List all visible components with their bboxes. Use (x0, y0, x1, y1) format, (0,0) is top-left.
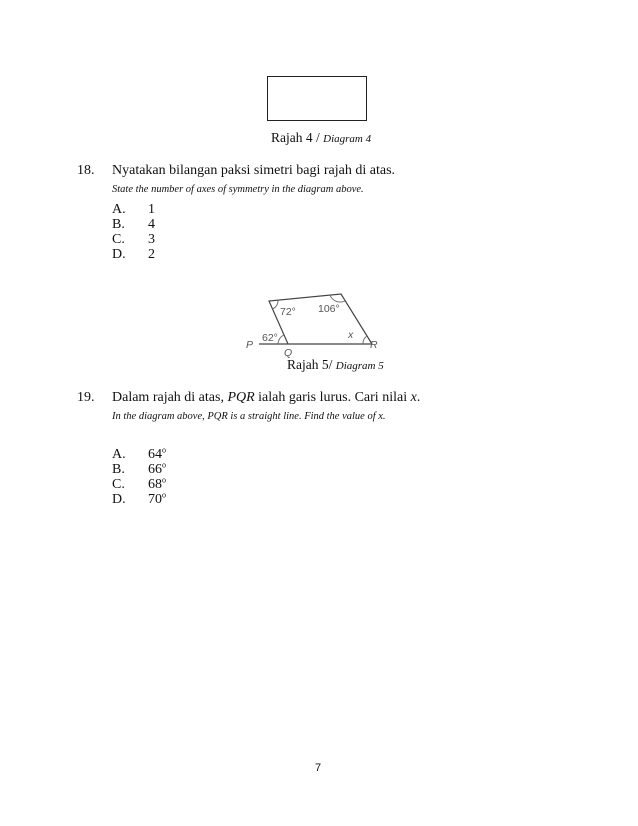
diagram-5-caption-ms: Rajah 5/ (287, 357, 333, 372)
diagram-4-caption (271, 130, 371, 146)
option-letter: D. (112, 492, 126, 507)
question-18-text-en: State the number of axes of symmetry in the diagram above. (112, 184, 364, 195)
option-letter: D. (112, 247, 126, 262)
option-letter: B. (112, 217, 125, 232)
question-19-pqr: PQR (227, 390, 255, 405)
option-number: 64 (148, 447, 162, 462)
option-value (148, 492, 166, 508)
option-letter: A. (112, 447, 126, 462)
question-19-number: 19. (77, 390, 95, 405)
question-19-options (112, 447, 212, 507)
question-19-text-part: ialah garis lurus. Cari nilai (254, 390, 411, 405)
option-value: 3 (148, 232, 155, 247)
page-number: 7 (315, 762, 322, 774)
option-d[interactable] (112, 247, 212, 262)
option-b[interactable] (112, 217, 212, 232)
option-number: 66 (148, 462, 162, 477)
diagram-5-caption (287, 357, 384, 373)
angle-label-62: 62° (262, 332, 278, 344)
degree-symbol: o (162, 445, 166, 455)
degree-symbol: o (162, 490, 166, 500)
option-number: 70 (148, 492, 162, 507)
degree-symbol: o (162, 460, 166, 470)
quadrilateral-outline (269, 294, 372, 344)
question-19-text-en: In the diagram above, PQR is a straight line. Find the value of x. (112, 411, 386, 422)
option-d[interactable] (112, 492, 212, 507)
angle-arc-62 (278, 335, 284, 344)
point-label-q: Q (284, 347, 293, 359)
point-label-p: P (246, 339, 254, 351)
question-19-text-part: Dalam rajah di atas, (112, 390, 228, 405)
question-18-options (112, 202, 212, 262)
option-letter: C. (112, 477, 125, 492)
diagram-4-caption-ms: Rajah 4 / (271, 130, 320, 145)
option-value: 1 (148, 202, 155, 217)
option-a[interactable] (112, 202, 212, 217)
diagram-4-caption-en: Diagram 4 (323, 133, 372, 145)
angle-label-72: 72° (280, 306, 296, 318)
question-19-text-ms (112, 390, 420, 406)
question-19-x: x (410, 390, 417, 405)
option-value: 4 (148, 217, 155, 232)
question-19-text-part: . (416, 390, 421, 405)
option-letter: B. (112, 462, 125, 477)
option-value: 2 (148, 247, 155, 262)
angle-label-x: x (348, 329, 354, 341)
angle-arc-x (363, 336, 367, 344)
question-18-number: 18. (77, 163, 95, 178)
point-label-r: R (370, 339, 378, 351)
option-letter: C. (112, 232, 125, 247)
diagram-5-caption-en: Diagram 5 (335, 360, 384, 372)
option-letter: A. (112, 202, 126, 217)
degree-symbol: o (162, 475, 166, 485)
option-c[interactable] (112, 232, 212, 247)
angle-label-106: 106° (318, 303, 340, 315)
diagram-4-rectangle (267, 76, 367, 121)
question-18-text-ms: Nyatakan bilangan paksi simetri bagi rajah di atas. (112, 163, 396, 178)
angle-arc-72 (273, 300, 279, 309)
option-number: 68 (148, 477, 162, 492)
diagram-5-quadrilateral (244, 290, 384, 360)
